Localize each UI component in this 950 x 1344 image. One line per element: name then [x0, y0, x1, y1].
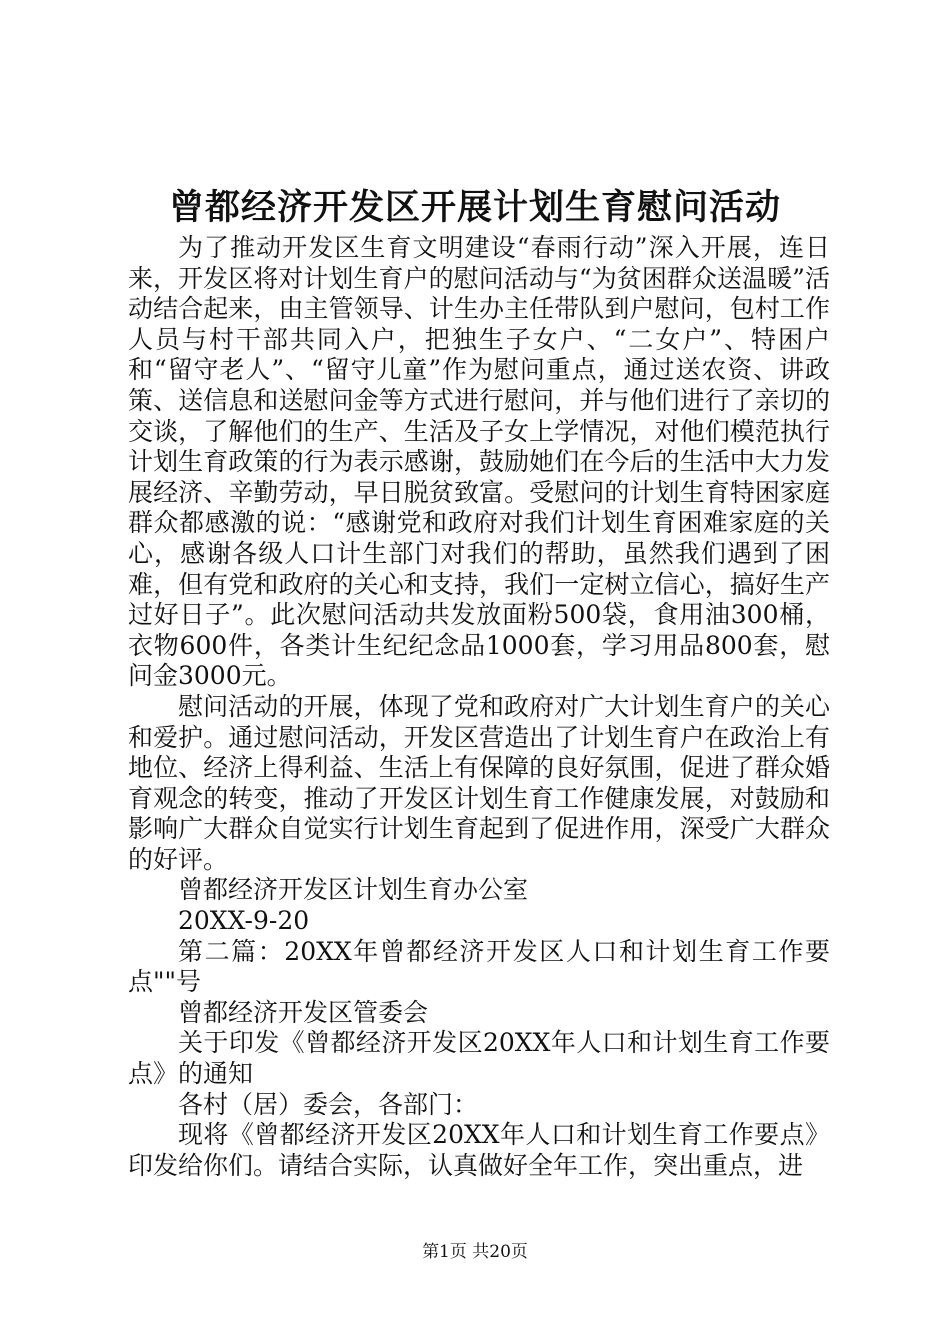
issuer-line: 曾都经济开发区管委会 [178, 997, 429, 1027]
document-body [128, 233, 830, 1181]
paragraph-intro: 为了推动开发区生育文明建设“春雨行动”深入开展，连日来，开发区将对计划生育户的慰问活动与“为贫困群众送温暖”活动结合起来，由主管领导、计生办主任带队到户慰问，包村工作人员与村干部共同入户，把独生子女户、“二女户”、特困户和“留守老人”、“留守儿童”作为慰问重点，通过送农资、讲政策、送信息和送慰问金等方式进行慰问，并与他们进行了亲切的交谈，了解他们的生产、生活及子女上学情况，对他们模范执行计划生育政策的行为表示感谢，鼓励她们在今后的生活中大力发展经济、辛勤劳动，早日脱贫致富。受慰问的计划生育特困家庭群众都感激的说：“感谢党和政府对我们计划生育困难家庭的关心，感谢各级人口计生部门对我们的帮助，虽然我们遇到了困难，但有党和政府的关心和支持，我们一定树立信心，搞好生产过好日子”。此次慰问活动共发放面粉500袋，食用油300桶，衣物600件，各类计生纪纪念品1000套，学习用品800套，慰问金3000元。 [128, 233, 830, 691]
page-number: 第1页 共20页 [422, 1242, 528, 1262]
signature-date: 20XX-9-20 [178, 906, 310, 936]
signature-office: 曾都经济开发区计划生育办公室 [178, 875, 529, 905]
paragraph-notice-body: 现将《曾都经济开发区20XX年人口和计划生育工作要点》印发给你们。请结合实际，认真做好全年工作，突出重点，进 [128, 1120, 830, 1180]
notice-title: 关于印发《曾都经济开发区20XX年人口和计划生育工作要点》的通知 [128, 1028, 830, 1089]
addressee-line: 各村（居）委会，各部门： [178, 1089, 479, 1119]
paragraph-summary: 慰问活动的开展，体现了党和政府对广大计划生育户的关心和爱护。通过慰问活动，开发区营造出了计划生育户在政治上有地位、经济上得利益、生活上有保障的良好氛围，促进了群众婚育观念的转变，推动了开发区计划生育工作健康发展，对鼓励和影响广大群众自觉实行计划生育起到了促进作用，深受广大群众的好评。 [128, 691, 830, 874]
document-title: 曾都经济开发区开展计划生育慰问活动 [168, 187, 781, 228]
section-heading-second: 第二篇：20XX年曾都经济开发区人口和计划生育工作要点""号 [128, 936, 830, 997]
